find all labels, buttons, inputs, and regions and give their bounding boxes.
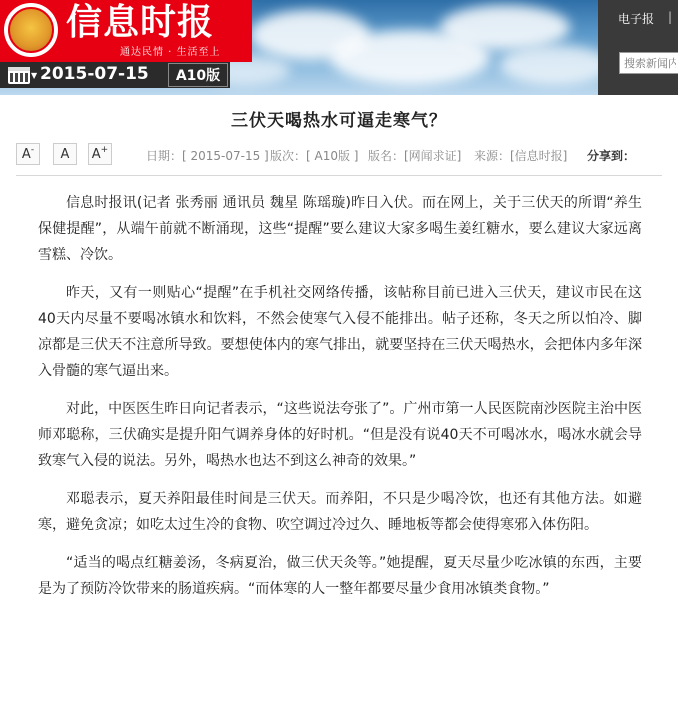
article-paragraph: 邓聪表示，夏天养阳最佳时间是三伏天。而养阳，不只是少喝冷饮，也还有其他方法。如避寒，避免贪凉；如吃太过生冷的食物、吹空调过冷过久、睡地板等都会使得寒邪入体伤阳。 — [38, 491, 642, 533]
article-title: 三伏天喝热水可逼走寒气？ — [231, 111, 447, 131]
font-increase-label: A — [91, 146, 101, 162]
article-paragraph: 对此，中医医生昨日向记者表示，“这些说法夸张了”。广州市第一人民医院南沙医院主治中医师邓聪称，三伏确实是提升阳气调养身体的好时机。“但是没有说40天不可喝冰水，喝冰水就会导致寒气入侵的说法。另外，喝热水也达不到这么神奇的效果。” — [38, 401, 642, 469]
calendar-icon[interactable] — [8, 67, 30, 84]
cloud-decoration — [500, 45, 610, 85]
epaper-link[interactable]: 电子报 — [618, 12, 655, 26]
issue-date[interactable]: 2015-07-15 — [40, 64, 149, 84]
font-normal-button[interactable] — [53, 143, 77, 165]
font-decrease-sup: - — [30, 145, 35, 155]
article-paragraph: 昨天，又有一则贴心“提醒”在手机社交网络传播，该帖称目前已进入三伏天，建议市民在这40天内尽量不要喝冰镇水和饮料，不然会使寒气入侵不能排出。帖子还称，冬天之所以怕冷、脚凉都是三伏天不注意所导致。要想使体内的寒气排出，就要坚持在三伏天喝热水，会把体内多年深入骨髓的寒气逼出来。 — [38, 285, 642, 379]
edition-selector[interactable]: A10版 — [168, 63, 228, 87]
meta-source: 来源：[信息时报] — [474, 149, 568, 163]
chevron-down-icon[interactable]: ▼ — [31, 71, 38, 80]
meta-edition: 版次：[ A10版 ] — [270, 149, 359, 163]
font-increase-button[interactable] — [88, 143, 112, 165]
share-label: 分享到： — [587, 149, 636, 163]
font-increase-sup: + — [100, 145, 109, 155]
article-paragraph: “适当的喝点红糖姜汤，冬病夏治，做三伏天灸等。”她提醒，夏天尽量少吃冰镇的东西，主要是为了预防冷饮带来的肠道疾病。“而体寒的人一整年都要尽量少食用冰镇类食物。” — [38, 555, 642, 597]
font-normal-label: A — [60, 146, 70, 162]
meta-section: 版名：[网闻求证] — [368, 149, 462, 163]
divider — [16, 175, 662, 176]
meta-date: 日期：[ 2015-07-15 ] — [146, 149, 269, 163]
site-logo[interactable] — [0, 0, 252, 62]
cloud-decoration — [440, 5, 570, 50]
search-input[interactable] — [619, 52, 678, 74]
article-body — [38, 190, 642, 614]
logo-slogan: 通达民情 · 生活至上 — [120, 47, 221, 58]
logo-title: 信息时报 — [66, 2, 215, 43]
article-paragraph: 信息时报讯(记者 张秀丽 通讯员 魏星 陈瑶璇)昨日入伏。而在网上，关于三伏天的所谓“养生保健提醒”，从端午前就不断涌现，这些“提醒”要么建议大家多喝生姜红糖水，要么建议大家远离雪糕、冷饮。 — [38, 195, 642, 263]
font-decrease-button[interactable] — [16, 143, 40, 165]
link-separator: | — [668, 10, 673, 24]
lion-emblem-icon — [4, 3, 58, 57]
font-decrease-label: A — [21, 146, 31, 162]
